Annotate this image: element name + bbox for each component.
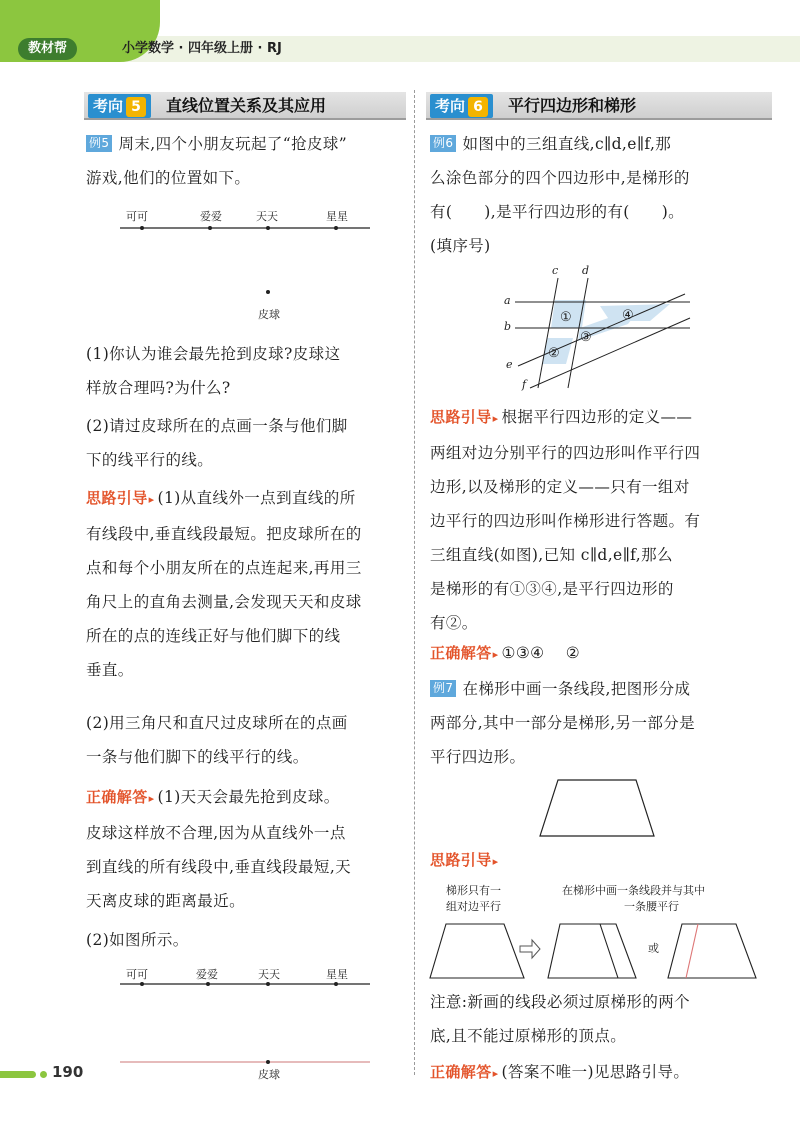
caption-1-line-1: 梯形只有一 [446,884,501,897]
line-c [538,278,558,388]
ball-label: 皮球 [258,308,280,321]
position-figure-1 [118,200,378,330]
name-xingxing: 星星 [326,210,348,223]
answer-arrow-icon: ▸ [492,1067,499,1080]
section-title: 平行四边形和梯形 [508,96,637,115]
label-b: b [504,320,512,333]
name-keke: 可可 [126,210,148,223]
ball-point [266,290,270,294]
arrow-right-icon [520,940,540,958]
label-d: d [582,264,590,277]
page-bar [0,1071,36,1078]
caption-2-line-1: 在梯形中画一条线段并与其中 [562,884,705,897]
example-5: 例5 周末,四个小朋友玩起了“抢皮球” 游戏,他们的位置如下。 [86,135,348,187]
answer-7: 正确解答▸ (答案不唯一)见思路引导。 [430,1063,690,1081]
split-line-2 [686,924,698,978]
ball-label: 皮球 [258,1068,280,1081]
answer-label: 正确解答 [430,644,492,662]
name-aiai: 爱爱 [200,210,222,223]
label-f: f [522,378,527,391]
section-number: 5 [126,97,146,117]
hint-7-figure [428,880,774,984]
example-6: 例6 如图中的三组直线,c∥d,e∥f,那 么涂色部分的四个四边形中,是梯形的 有( ),是平行四边形的有( )。 (填序号) [430,135,690,255]
label-a: a [504,294,511,307]
answer-6: 正确解答▸ ①③④ ② [430,644,581,662]
hint-6: 思路引导▸ 根据平行四边形的定义—— 两组对边分别平行的四边形叫作平行四 边形,以及梯形的定义——只有一组对 边平行的四边形叫作梯形进行答题。有 三组直线(如图),已知 c∥d,e∥f,那么 是梯形的有①③④,是平行四边形的 有②。 [430,408,701,632]
point-aiai [206,982,210,986]
section-header-5 [84,92,406,120]
ground-line-svg [118,200,378,330]
answer-arrow-icon: ▸ [492,648,499,661]
trapezoid-step-3 [668,924,756,978]
hint-label: 思路引导 [430,408,492,426]
page-header [0,0,800,70]
lines-figure [500,266,700,396]
answer-5: 正确解答▸ (1)天天会最先抢到皮球。 皮球这样放不合理,因为从直线外一点 到直线的所有线段中,垂直线段最短,天 天离皮球的距离最近。 [86,788,352,910]
page-number: 190 [52,1063,84,1081]
name-aiai: 爱爱 [196,968,218,981]
point-tiantian [266,982,270,986]
trapezoid-step-1 [430,924,524,978]
note-7: 注意:新画的线段必须过原梯形的两个 底,且不能过原梯形的顶点。 [430,993,691,1045]
point-keke [140,226,144,230]
answer-label: 正确解答 [430,1063,492,1081]
hint-5: 思路引导▸ (1)从直线外一点到直线的所 有线段中,垂直线段最短。把皮球所在的 点和每个小朋友所在的点连起来,再用三 角尺上的直角去测量,会发现天天和皮球 所在的点的连线正好与他们脚下的线 垂直。 [86,489,362,679]
point-xingxing [334,982,338,986]
ball-point [266,1060,270,1064]
region-label-1: ① [560,310,572,325]
trapezoid-step-2 [548,924,636,978]
hint-label: 思路引导 [430,851,492,869]
example-tag: 例6 [430,135,456,152]
section-title: 直线位置关系及其应用 [166,96,327,115]
example-7: 例7 在梯形中画一条线段,把图形分成 两部分,其中一部分是梯形,另一部分是 平行四边形。 [430,680,696,766]
section-badge: 考向 5 [88,94,151,118]
name-tiantian: 天天 [256,210,278,223]
column-divider [414,90,415,1075]
question-1: (1)你认为谁会最先抢到皮球?皮球这 样放合理吗?为什么? [86,345,341,397]
label-e: e [506,358,513,371]
hint-label: 思路引导 [86,489,148,507]
region-label-2: ② [548,346,560,361]
book-title: 小学数学 · 四年级上册 · RJ [122,41,282,56]
book-tag: 教材帮 [18,38,77,60]
hint-arrow-icon: ▸ [148,493,155,506]
answer-5-part-2: (2)如图所示。 [86,931,189,949]
hint-7-svg [428,880,774,984]
trapezoid [540,780,654,836]
trapezoid-figure [538,778,658,838]
label-c: c [552,264,559,277]
section-badge: 考向 6 [430,94,493,118]
page-dot [40,1071,47,1078]
or-label: 或 [648,942,659,955]
point-xingxing [334,226,338,230]
answer-arrow-icon: ▸ [148,792,155,805]
answer-label: 正确解答 [86,788,148,806]
caption-1-line-2: 组对边平行 [446,900,501,913]
hint-arrow-icon: ▸ [492,412,499,425]
lines-svg [500,266,700,396]
point-keke [140,982,144,986]
question-2: (2)请过皮球所在的点画一条与他们脚 下的线平行的线。 [86,417,348,469]
section-number: 6 [468,97,488,117]
caption-2-line-2: 一条腰平行 [624,900,679,913]
point-tiantian [266,226,270,230]
example-tag: 例7 [430,680,456,697]
region-label-3: ③ [580,330,592,345]
name-xingxing: 星星 [326,968,348,981]
split-line-1 [600,924,618,978]
hint-5-part-2: (2)用三角尺和直尺过皮球所在的点画 一条与他们脚下的线平行的线。 [86,714,348,766]
region-4 [600,304,670,321]
name-tiantian: 天天 [258,968,280,981]
point-aiai [208,226,212,230]
line-e [518,294,685,366]
answer-line-svg [118,962,378,1082]
region-label-4: ④ [622,308,634,323]
hint-7 [430,843,770,879]
section-header-6 [426,92,772,120]
hint-arrow-icon: ▸ [492,855,499,868]
position-figure-2 [118,962,378,1082]
example-tag: 例5 [86,135,112,152]
name-keke: 可可 [126,968,148,981]
